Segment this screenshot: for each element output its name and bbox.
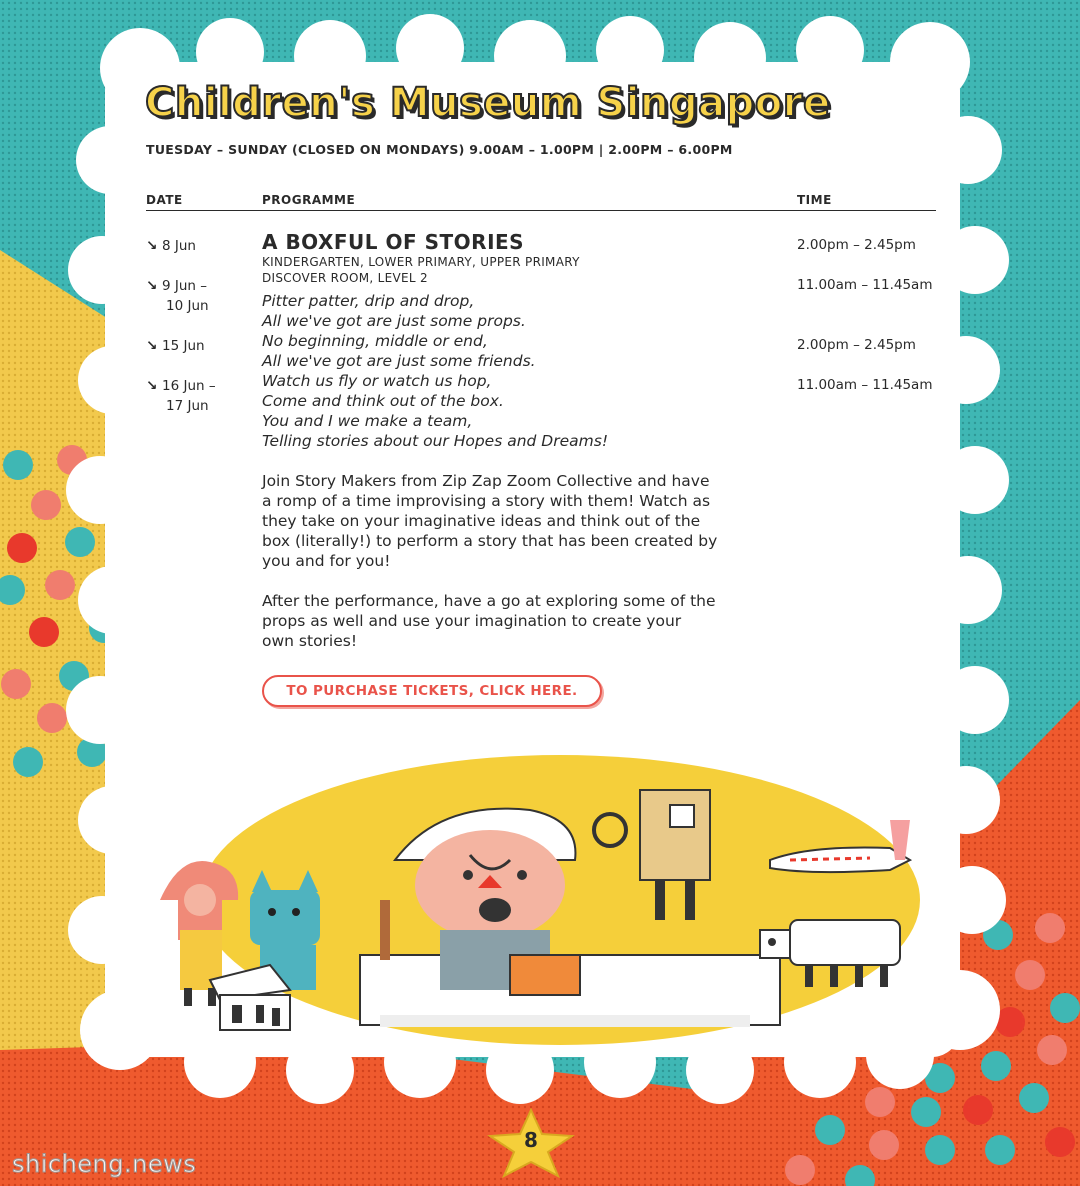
programme-title: A BOXFUL OF STORIES — [262, 230, 525, 254]
time-item: 2.00pm – 2.45pm — [797, 337, 916, 353]
note-line: own stories! — [262, 632, 358, 650]
arrow-icon: ↘ — [146, 278, 158, 294]
date-item: ↘ 9 Jun – 10 Jun — [146, 278, 209, 314]
note-line: props as well and use your imagination to create your — [262, 612, 682, 630]
header-date: DATE — [146, 193, 183, 207]
poem-line: Pitter patter, drip and drop, — [262, 292, 475, 310]
programme-note — [262, 591, 792, 651]
poem-line: All we've got are just some props. — [262, 312, 526, 330]
programme-audience: KINDERGARTEN, LOWER PRIMARY, UPPER PRIMARY — [262, 255, 580, 269]
note-line: After the performance, have a go at exploring some of the — [262, 592, 716, 610]
poem-line: No beginning, middle or end, — [262, 332, 488, 350]
page-title: Children's Museum Singapore — [145, 80, 831, 126]
purchase-tickets-button[interactable]: TO PURCHASE TICKETS, CLICK HERE. — [262, 675, 602, 707]
description-line: you and for you! — [262, 552, 391, 570]
programme-poem — [262, 291, 792, 451]
page-number: 8 — [524, 1128, 538, 1152]
description-line: box (literally!) to perform a story that has been created by — [262, 532, 718, 550]
programme-details — [262, 230, 792, 651]
description-line: Join Story Makers from Zip Zap Zoom Collective and have — [262, 472, 710, 490]
date-item: ↘ 16 Jun – 17 Jun — [146, 378, 216, 414]
header-time: TIME — [797, 193, 832, 207]
programme-description — [262, 471, 792, 571]
header-divider — [146, 210, 936, 211]
programme-venue: DISCOVER ROOM, LEVEL 2 — [262, 271, 428, 285]
arrow-icon: ↘ — [146, 378, 158, 394]
poem-line: All we've got are just some friends. — [262, 352, 536, 370]
header-programme: PROGRAMME — [262, 193, 356, 207]
poem-line: Telling stories about our Hopes and Dreams! — [262, 432, 609, 450]
poem-line: Watch us fly or watch us hop, — [262, 372, 492, 390]
opening-hours: TUESDAY – SUNDAY (CLOSED ON MONDAYS) 9.00AM – 1.00PM | 2.00PM – 6.00PM — [146, 142, 733, 157]
time-item: 11.00am – 11.45am — [797, 377, 933, 393]
watermark: shicheng.news — [12, 1150, 197, 1178]
poem-line: Come and think out of the box. — [262, 392, 504, 410]
arrow-icon: ↘ — [146, 338, 158, 354]
illustration — [150, 750, 940, 1050]
date-item: ↘ 8 Jun — [146, 238, 196, 254]
description-line: a romp of a time improvising a story with them! Watch as — [262, 492, 711, 510]
time-item: 11.00am – 11.45am — [797, 277, 933, 293]
poem-line: You and I we make a team, — [262, 412, 473, 430]
time-item: 2.00pm – 2.45pm — [797, 237, 916, 253]
date-item: ↘ 15 Jun — [146, 338, 205, 354]
description-line: they take on your imaginative ideas and think out of the — [262, 512, 701, 530]
arrow-icon: ↘ — [146, 238, 158, 254]
